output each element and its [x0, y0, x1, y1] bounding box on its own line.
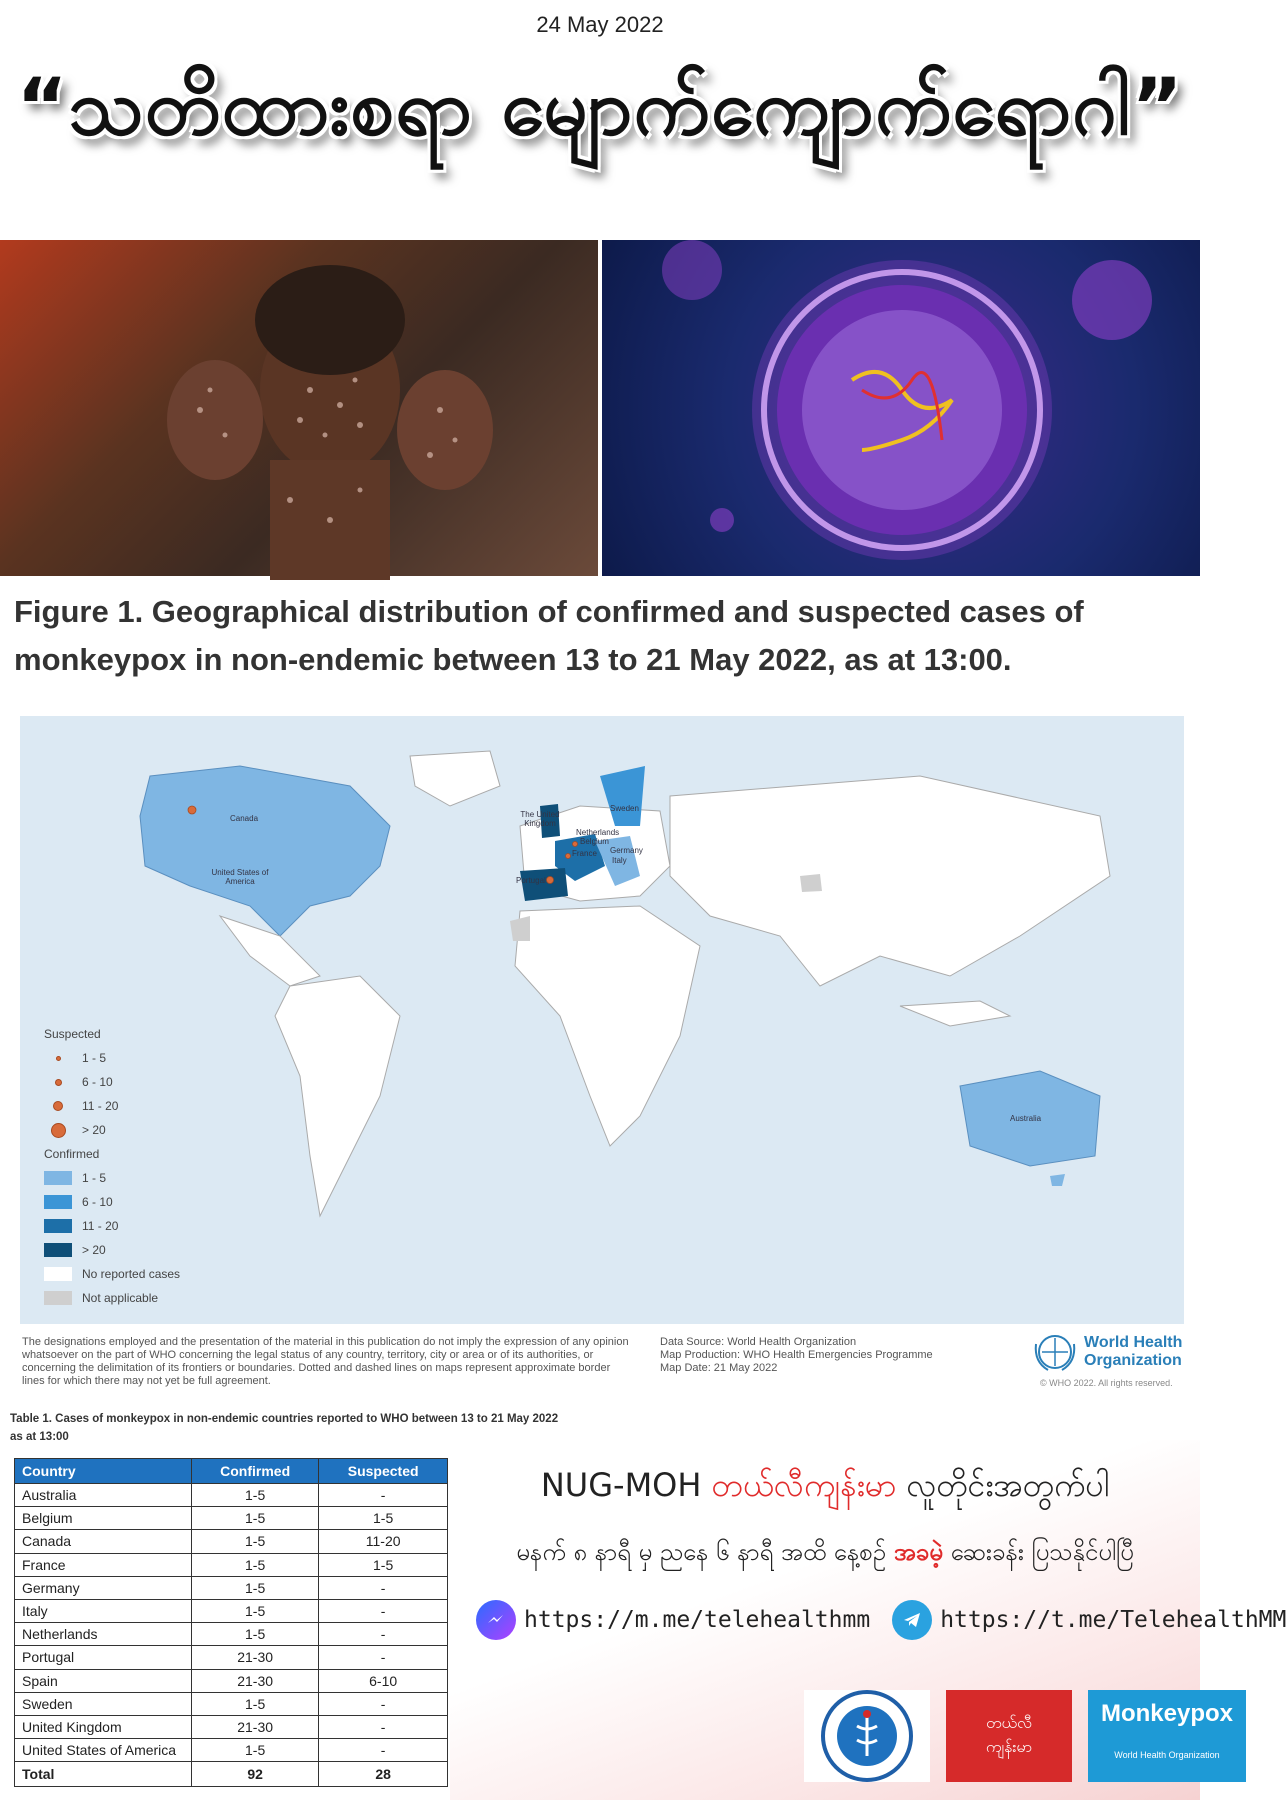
label-italy: Italy: [612, 856, 627, 865]
table-body: [15, 1484, 448, 1787]
telehealth-logo-line2: ကျန်းမာ: [985, 1737, 1033, 1756]
cell-confirmed: 1-5: [192, 1623, 319, 1646]
promo-title-part2: လူတိုင်းအတွက်ပါ: [896, 1466, 1110, 1504]
cell-confirmed: 21-30: [192, 1646, 319, 1669]
cell-suspected: 11-20: [319, 1530, 448, 1553]
header-country: Country: [15, 1459, 192, 1484]
suspected-dot-france: [566, 854, 571, 859]
world-map: [20, 716, 1184, 1324]
table-row: [15, 1484, 448, 1507]
cell-country: Portugal: [15, 1646, 192, 1669]
data-source-line: Data Source: World Health Organization: [660, 1336, 857, 1348]
date: 24 May 2022: [536, 12, 664, 37]
legend-label: 6 - 10: [82, 1075, 113, 1089]
telegram-link[interactable]: [892, 1600, 1286, 1640]
map-date-line: Map Date: 21 May 2022: [660, 1362, 778, 1374]
cell-confirmed: 21-30: [192, 1715, 319, 1738]
cell-confirmed: 1-5: [192, 1692, 319, 1715]
cell-country: Sweden: [15, 1692, 192, 1715]
label-canada: Canada: [230, 814, 259, 823]
cell-suspected: -: [319, 1623, 448, 1646]
cell-country: Spain: [15, 1669, 192, 1692]
label-germany: Germany: [610, 846, 643, 855]
cell-confirmed: 1-5: [192, 1739, 319, 1762]
cell-country: United States of America: [15, 1739, 192, 1762]
legend-label: 11 - 20: [82, 1219, 119, 1233]
label-australia: Australia: [1010, 1114, 1042, 1123]
photo-strip: [0, 240, 1200, 576]
header-suspected: Suspected: [319, 1459, 448, 1484]
table-row: [15, 1692, 448, 1715]
ministry-of-health-logo: [804, 1690, 930, 1782]
promo-sub-part2: ဆေးခန်း ပြသနိုင်ပါပြီ: [942, 1538, 1134, 1566]
telehealth-logo: [946, 1690, 1072, 1782]
legend-not-applicable: [44, 1286, 180, 1310]
who-name: [1084, 1334, 1182, 1370]
table-row: [15, 1599, 448, 1622]
who-monkeypox-logo: [1088, 1690, 1246, 1782]
label-portugal: Portugal: [516, 876, 546, 885]
legend-label: 1 - 5: [82, 1171, 107, 1185]
legend-confirmed-title: Confirmed: [44, 1147, 100, 1161]
table-row: [15, 1715, 448, 1738]
who-name-line1: World Health: [1084, 1334, 1183, 1351]
legend-suspected-title: Suspected: [44, 1027, 101, 1041]
legend-label: > 20: [82, 1243, 106, 1257]
total-label: Total: [15, 1762, 192, 1787]
label-sweden: Sweden: [610, 804, 639, 813]
cell-confirmed: 1-5: [192, 1484, 319, 1507]
suspected-dot-belgium: [573, 842, 578, 847]
legend-confirmed-1: [44, 1166, 180, 1190]
cell-country: Australia: [15, 1484, 192, 1507]
label-uk: The United Kingdom: [520, 810, 560, 828]
contact-links: [476, 1600, 1286, 1640]
promo-sub-part1: မနက် ၈ နာရီ မှ ညနေ ၆ နာရီ အထိ နေ့စဉ်: [516, 1538, 894, 1566]
cell-confirmed: 1-5: [192, 1576, 319, 1599]
monkeypox-logo-sub: World Health Organization: [1114, 1750, 1220, 1760]
map-production-line: Map Production: WHO Health Emergencies Programme: [660, 1349, 933, 1361]
total-suspected: 28: [319, 1762, 448, 1787]
cell-confirmed: 1-5: [192, 1553, 319, 1576]
cell-suspected: -: [319, 1715, 448, 1738]
legend-label: 6 - 10: [82, 1195, 113, 1209]
legend-confirmed-4: [44, 1238, 180, 1262]
table-row: [15, 1646, 448, 1669]
who-name-line2: Organization: [1084, 1352, 1182, 1369]
table-row: [15, 1623, 448, 1646]
map-disclaimer: The designations employed and the presentation of the material in this publication do not imply the expression of any opinion whatsoever on the part of WHO concerning the legal status of any country, territory, city or area or of its authorities, or concerning the delimitation of its frontiers or boundaries. Dotted and dashed lines on maps represent approximate border lines for which there may not yet be full agreement.: [22, 1336, 629, 1387]
child-photo: [0, 240, 598, 576]
legend-label: 1 - 5: [82, 1051, 107, 1065]
legend-label: No reported cases: [82, 1267, 181, 1281]
legend-suspected-4: [44, 1118, 180, 1142]
promo-title-highlight: တယ်လီကျန်းမာ: [711, 1466, 897, 1504]
headline: “သတိထားစရာ မျောက်ကျောက်ရောဂါ”: [16, 63, 1184, 153]
table-header-row: [15, 1459, 448, 1484]
cases-table: [14, 1458, 448, 1787]
who-logo: [1032, 1332, 1182, 1372]
land-south-america: [275, 976, 400, 1216]
messenger-icon: [476, 1600, 516, 1640]
cell-suspected: -: [319, 1646, 448, 1669]
table-row: [15, 1553, 448, 1576]
label-belgium: Belgium: [580, 837, 609, 846]
cell-country: Germany: [15, 1576, 192, 1599]
legend-confirmed-3: [44, 1214, 180, 1238]
cell-suspected: -: [319, 1599, 448, 1622]
label-netherlands: Netherlands: [576, 828, 620, 837]
legend-suspected-3: [44, 1094, 180, 1118]
cell-confirmed: 1-5: [192, 1530, 319, 1553]
telehealth-promo: [450, 1440, 1286, 1800]
land-kashmir: [800, 874, 822, 892]
cell-suspected: -: [319, 1484, 448, 1507]
telegram-url[interactable]: https://t.me/TelehealthMM: [940, 1607, 1286, 1633]
label-usa: United States of America: [211, 868, 269, 886]
promo-title-part1: NUG-MOH: [540, 1466, 712, 1504]
land-africa: [515, 906, 700, 1146]
cell-country: France: [15, 1553, 192, 1576]
promo-subtitle: [450, 1536, 1200, 1572]
table-row: [15, 1739, 448, 1762]
map-legend: [44, 1022, 180, 1310]
legend-confirmed-2: [44, 1190, 180, 1214]
land-asia: [670, 776, 1110, 986]
cell-suspected: -: [319, 1739, 448, 1762]
messenger-link[interactable]: [476, 1600, 870, 1640]
table-total-row: [15, 1762, 448, 1787]
cell-confirmed: 1-5: [192, 1599, 319, 1622]
suspected-dot-spain: [547, 877, 554, 884]
telegram-icon: [892, 1600, 932, 1640]
who-copyright: © WHO 2022. All rights reserved.: [1040, 1378, 1173, 1388]
cell-country: United Kingdom: [15, 1715, 192, 1738]
header-confirmed: Confirmed: [192, 1459, 319, 1484]
who-emblem-icon: [1032, 1332, 1078, 1372]
land-north-america: [140, 766, 390, 936]
suspected-dot-canada: [188, 806, 196, 814]
moh-seal-icon: [821, 1690, 913, 1782]
table-caption: Table 1. Cases of monkeypox in non-endemic countries reported to WHO between 13 to 21 May 2022 as at 13:00: [10, 1413, 559, 1443]
table-row: [15, 1576, 448, 1599]
land-indonesia: [900, 1001, 1010, 1026]
promo-title: [450, 1464, 1200, 1512]
table-row: [15, 1507, 448, 1530]
cell-country: Canada: [15, 1530, 192, 1553]
legend-suspected-1: [44, 1046, 180, 1070]
legend-no-reported: [44, 1262, 180, 1286]
cell-suspected: 1-5: [319, 1553, 448, 1576]
table-row: [15, 1669, 448, 1692]
label-france: France: [572, 849, 597, 858]
cell-confirmed: 1-5: [192, 1507, 319, 1530]
cell-suspected: 6-10: [319, 1669, 448, 1692]
messenger-url[interactable]: https://m.me/telehealthmm: [524, 1607, 871, 1633]
land-tasmania: [1050, 1174, 1065, 1186]
total-confirmed: 92: [192, 1762, 319, 1787]
land-western-sahara: [510, 916, 530, 941]
legend-label: > 20: [82, 1123, 106, 1137]
telehealth-logo-line1: တယ်လီ: [985, 1713, 1033, 1732]
data-source: [660, 1336, 990, 1375]
legend-suspected-2: [44, 1070, 180, 1094]
promo-sub-highlight: အခမဲ့: [893, 1538, 943, 1566]
cell-suspected: -: [319, 1576, 448, 1599]
partner-logos: [804, 1690, 1246, 1782]
cell-suspected: -: [319, 1692, 448, 1715]
world-map-graphic: [20, 716, 1184, 1324]
legend-label: Not applicable: [82, 1291, 159, 1305]
table-row: [15, 1530, 448, 1553]
figure-caption: Figure 1. Geographical distribution of confirmed and suspected cases of monkeypox in non-endemic between 13 to 21 May 2022, as at 13:00.: [14, 594, 1084, 677]
legend-label: 11 - 20: [82, 1099, 119, 1113]
monkeypox-logo-text: Monkeypox: [1100, 1700, 1234, 1727]
cell-country: Italy: [15, 1599, 192, 1622]
cell-suspected: 1-5: [319, 1507, 448, 1530]
land-greenland: [410, 751, 500, 806]
virus-illustration: [602, 240, 1200, 576]
cell-country: Netherlands: [15, 1623, 192, 1646]
cell-confirmed: 21-30: [192, 1669, 319, 1692]
cell-country: Belgium: [15, 1507, 192, 1530]
